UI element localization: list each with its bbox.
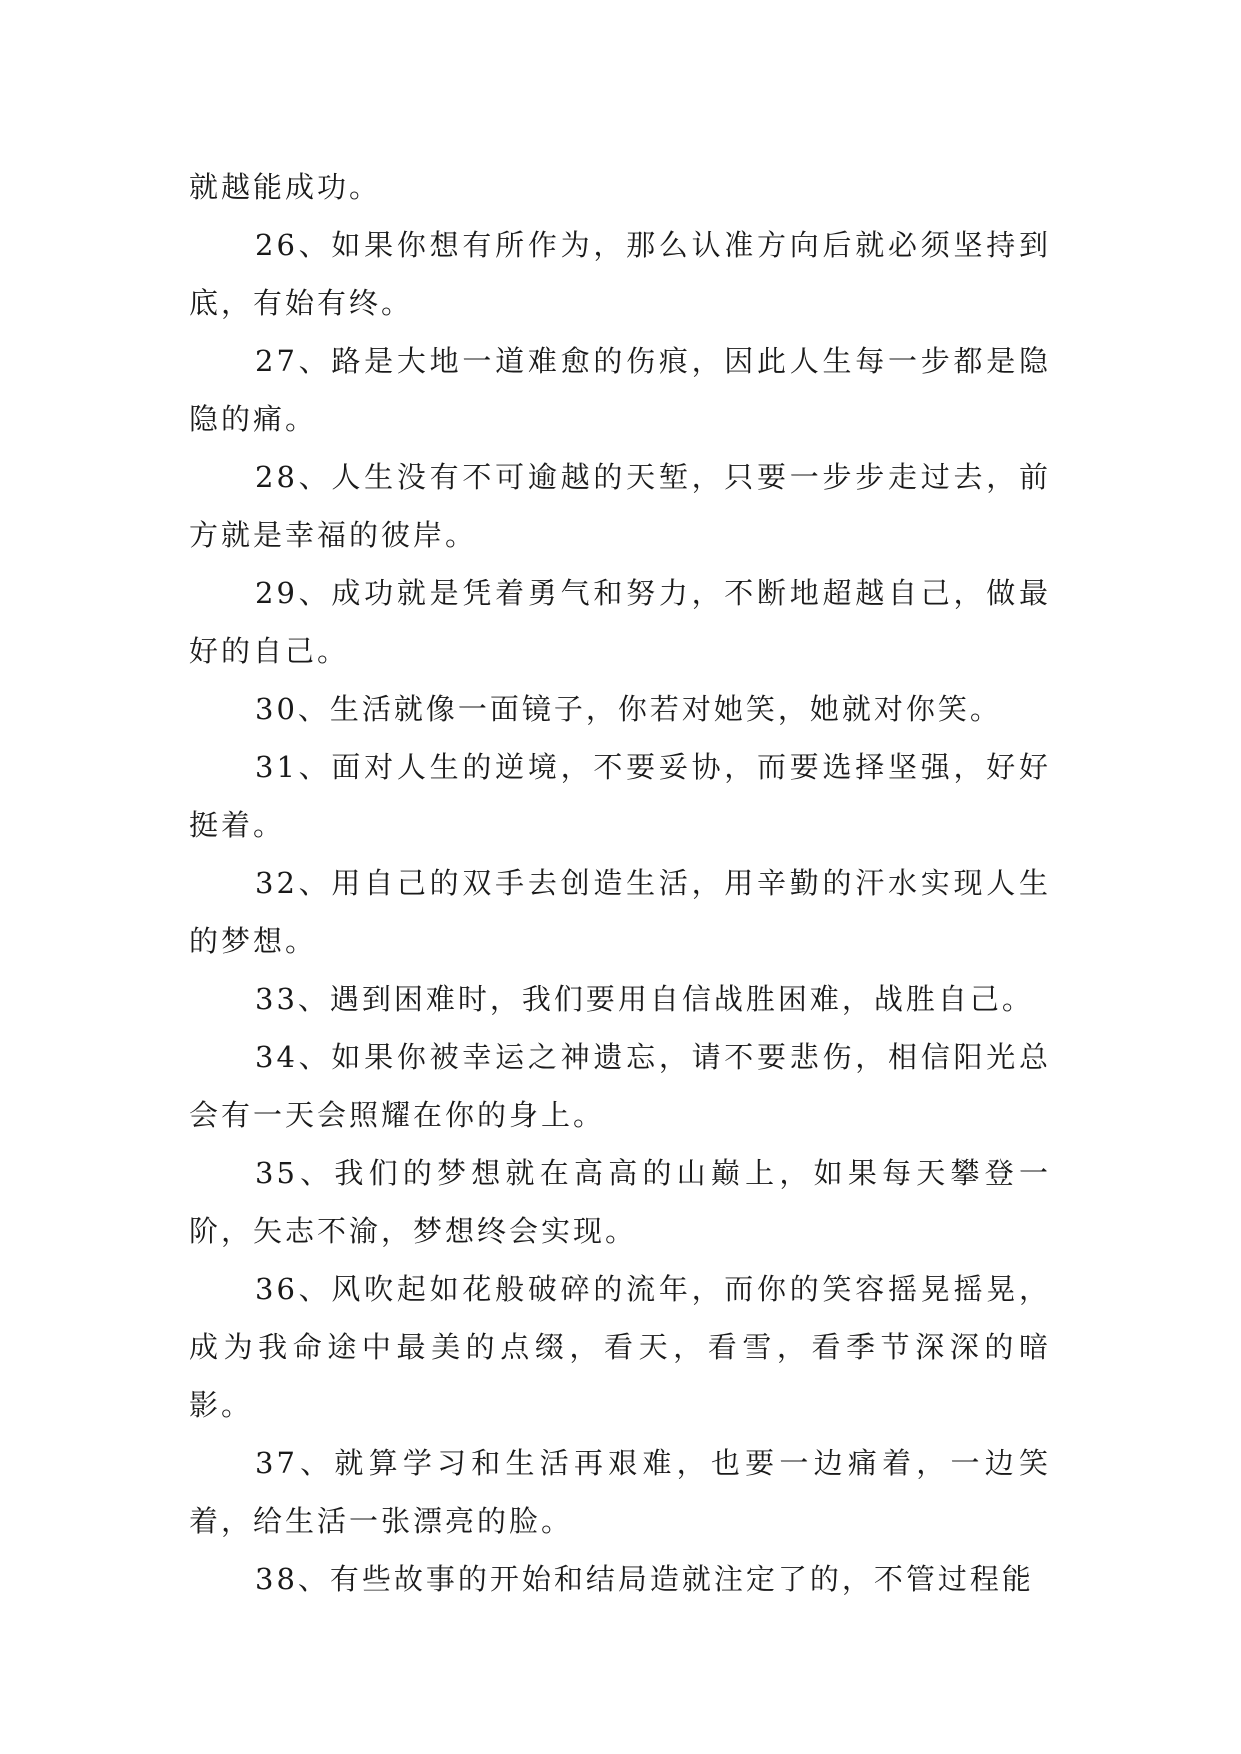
paragraph-29: 29、成功就是凭着勇气和努力，不断地超越自己，做最好的自己。: [189, 576, 1051, 668]
paragraph-30: 30、生活就像一面镜子，你若对她笑，她就对你笑。: [255, 692, 1002, 726]
paragraph-35: 35、我们的梦想就在高高的山巅上，如果每天攀登一阶，矢志不渝，梦想终会实现。: [189, 1156, 1051, 1248]
paragraph-37: 37、就算学习和生活再艰难，也要一边痛着，一边笑着，给生活一张漂亮的脸。: [189, 1446, 1051, 1538]
paragraph-continuation: 就越能成功。: [189, 170, 382, 204]
paragraph-36: 36、风吹起如花般破碎的流年，而你的笑容摇晃摇晃，成为我命途中最美的点缀，看天，看雪，看季节深深的暗影。: [189, 1272, 1051, 1422]
paragraph-34: 34、如果你被幸运之神遗忘，请不要悲伤，相信阳光总会有一天会照耀在你的身上。: [189, 1040, 1051, 1132]
paragraph-28: 28、人生没有不可逾越的天堑，只要一步步走过去，前方就是幸福的彼岸。: [189, 460, 1051, 552]
paragraph-32: 32、用自己的双手去创造生活，用辛勤的汗水实现人生的梦想。: [189, 866, 1051, 958]
paragraph-27: 27、路是大地一道难愈的伤痕，因此人生每一步都是隐隐的痛。: [189, 344, 1051, 436]
document-body: [189, 158, 1051, 1608]
paragraph-33: 33、遇到困难时，我们要用自信战胜困难，战胜自己。: [255, 982, 1034, 1016]
paragraph-38: 38、有些故事的开始和结局造就注定了的，不管过程能: [255, 1562, 1034, 1596]
paragraph-26: 26、如果你想有所作为，那么认准方向后就必须坚持到底，有始有终。: [189, 228, 1051, 320]
paragraph-31: 31、面对人生的逆境，不要妥协，而要选择坚强，好好挺着。: [189, 750, 1051, 842]
